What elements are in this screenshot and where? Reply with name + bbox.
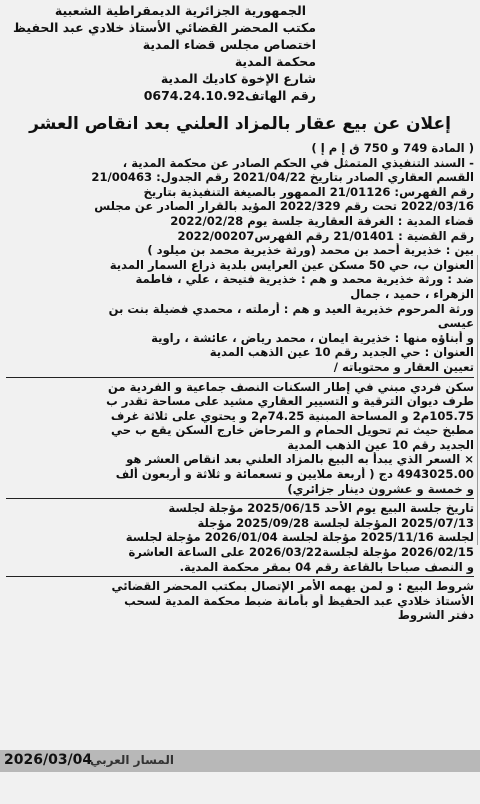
body-line: العنوان ب، حي 50 مسكن عين العرايس بلدية ذراع السمار المدية	[109, 257, 474, 272]
body-line: سكن فردي مبني في إطار السكنات النصف جماعية و الفردية من	[107, 379, 474, 394]
body-line: طرف ديوان الترقية و التسيير العقاري مشيد على مساحة تقدر ب	[106, 394, 474, 409]
body-line: رقم الفهرس: 21/01126 الممهور بالصيغة التنفيذية بتاريخ	[143, 184, 474, 199]
body-line: و أبناؤه منها : خذيرية ايمان ، محمد رياض ، عائشة ، راوية	[151, 330, 474, 345]
body-line: تاريخ جلسة البيع يوم الأحد 2025/06/15 مؤجلة لجلسة	[168, 501, 474, 516]
body-line: 2025/07/13 المؤجلة لجلسة 2025/09/28 مؤجلة	[197, 515, 474, 530]
header-line: رقم الهاتف0674.24.10.92	[143, 88, 316, 103]
section-divider	[6, 377, 474, 378]
newspaper-name: المسار العربي	[90, 753, 174, 767]
body-line: الأستاذ خلادي عبد الحفيظ أو بأمانة ضبط محكمة المدية لسحب	[124, 593, 474, 608]
newspaper-footer	[0, 750, 480, 772]
body-line: و النصف صباحا بالقاعة رقم 04 بمقر محكمة المدية.	[179, 559, 474, 574]
body-line: - السند التنفيذي المتمثل في الحكم الصادر عن محكمة المدية ،	[122, 155, 474, 170]
body-line: بين : خذيرية أحمد بن محمد (ورثة خذيرية محمد بن ميلود )	[147, 243, 474, 258]
body-line: 2026/02/15 مؤجلة لجلسة2026/03/22 على الساعة العاشرة	[128, 545, 474, 560]
body-line: العنوان : حي الجديد رقم 10 عين الذهب المدية	[209, 345, 474, 360]
body-line: قضاء المدية : الغرفة العقارية جلسة يوم 2022/02/28	[170, 213, 474, 228]
body-line: عيسى	[437, 316, 474, 331]
header-line: اختصاص مجلس قضاء المدية	[142, 37, 316, 52]
header-line: مكتب المحضر القضائي الأستاذ خلادي عبد الحفيظ	[12, 20, 316, 35]
notice-title: إعلان عن بيع عقار بالمزاد العلني بعد انقاص العشر	[29, 114, 451, 134]
header-line: محكمة المدية	[234, 54, 316, 69]
notice-header	[4, 0, 476, 104]
body-line: × السعر الذي يبدأ به البيع بالمزاد العلني بعد انقاص العشر هو	[126, 452, 474, 467]
section-divider	[6, 576, 474, 577]
column-rule	[477, 255, 478, 545]
body-line: القسم العقاري الصادر بتاريخ 2021/04/22 رقم الجدول: 21/00463	[91, 170, 474, 185]
header-line: الجمهورية الجزائرية الديمقراطية الشعبية	[54, 3, 306, 18]
body-line: رقم القضية : 21/01401 رقم الفهرس2022/00207	[177, 228, 474, 243]
body-line: و خمسة و عشرون دينار جزائري)	[287, 481, 474, 496]
body-line: مطبخ حيث تم تحويل الحمام و المرحاض خارج السكن يقع ب حي	[111, 423, 474, 438]
body-line: 2022/03/16 تحت رقم 2022/329 المؤيد بالقرار الصادر عن مجلس	[94, 199, 474, 214]
publication-date: 2026/03/04	[4, 752, 93, 768]
body-line: ( المادة 749 و 750 ق إ م إ )	[311, 141, 474, 155]
body-line: الزهراء ، حميد ، جمال	[350, 286, 474, 301]
body-line: ضد : ورثة خذيرية محمد و هم : خذيرية فتيحة ، علي ، فاطمة	[135, 272, 474, 287]
header-line: شارع الإخوة كاديك المدية	[160, 71, 316, 86]
body-line: 4943025.00 دج ( أربعة ملايين و تسعمائة و ثلاثة و أربعون ألف	[115, 467, 474, 482]
body-line: دفتر الشروط	[397, 608, 474, 623]
notice-content	[4, 0, 476, 623]
notice-body	[4, 141, 476, 623]
body-line: لجلسة 2025/11/16 مؤجلة لجلسة 2026/01/04 مؤجلة لجلسة	[125, 530, 474, 545]
section-divider	[6, 498, 474, 499]
body-line: 105.75م2 و المساحة المبنية 74.25م2 و يحتوي على ثلاثة غرف	[110, 408, 474, 423]
body-line: ورثة المرحوم خذيرية العيد و هم : أرملته ، محمدي فضيلة بنت بن	[108, 301, 474, 316]
body-line: شروط البيع : و لمن يهمه الأمر الإتصال بمكتب المحضر القضائي	[111, 579, 474, 594]
body-line: تعيين العقار و محتوياته /	[333, 359, 474, 374]
body-line: الجديد رقم 10 عين الذهب المدية	[287, 437, 474, 452]
